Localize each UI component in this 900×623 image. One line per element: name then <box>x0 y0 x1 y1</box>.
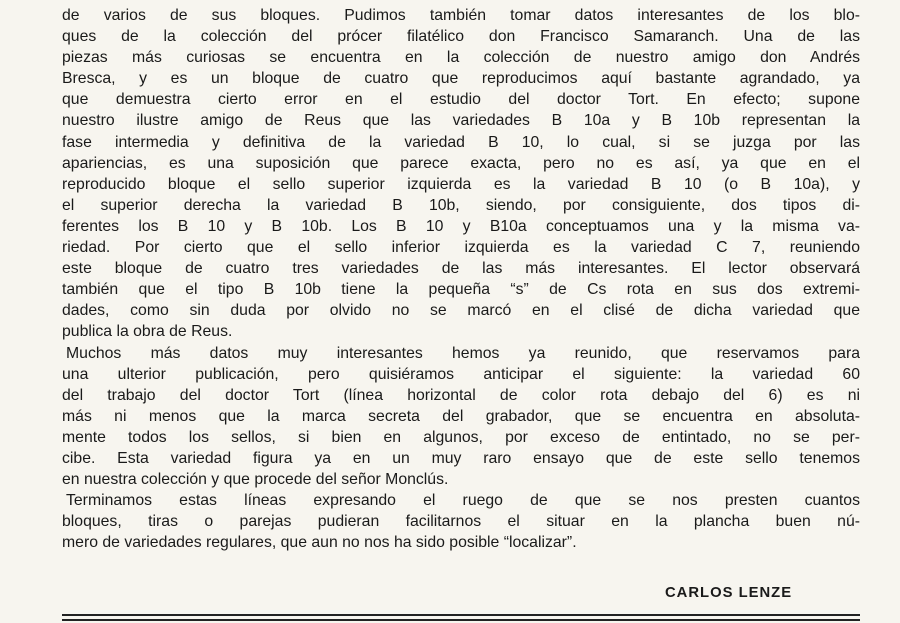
author-signature: CARLOS LENZE <box>665 585 793 601</box>
text-line: piezas más curiosas se encuentra en la colección de nuestro amigo don Andrés <box>62 49 860 67</box>
text-line: este bloque de cuatro tres variedades de las más interesantes. El lector observará <box>62 260 860 278</box>
text-line: en nuestra colección y que procede del señor Monclús. <box>62 471 449 489</box>
bottom-rule-double <box>62 619 860 621</box>
text-line: nuestro ilustre amigo de Reus que las variedades B 10a y B 10b representan la <box>62 112 860 130</box>
text-line: que demuestra cierto error en el estudio del doctor Tort. En efecto; supone <box>62 91 860 109</box>
text-line: cibe. Esta variedad figura ya en un muy raro ensayo que de este sello tenemos <box>62 449 860 467</box>
text-line: también que el tipo B 10b tiene la pequeña “s” de Cs rota en sus dos extremi- <box>62 281 860 299</box>
text-line: apariencias, es una suposición que parece exacta, pero no es así, ya que en el <box>62 154 860 172</box>
text-line: mero de variedades regulares, que aun no nos ha sido posible “localizar”. <box>62 534 577 552</box>
text-line: ques de la colección del prócer filatélico don Francisco Samaranch. Una de las <box>62 28 860 46</box>
text-line: una ulterior publicación, pero quisiéramos anticipar el siguiente: la variedad 60 <box>62 365 860 383</box>
text-line: fase intermedia y definitiva de la variedad B 10, lo cual, si se juzga por las <box>62 133 860 151</box>
paragraph-first-line: Terminamos estas líneas expresando el ruego de que se nos presten cuantos <box>66 492 860 510</box>
text-line: ferentes los B 10 y B 10b. Los B 10 y B10a conceptuamos una y la misma va- <box>62 217 860 235</box>
text-line: dades, como sin duda por olvido no se marcó en el clisé de dicha variedad que <box>62 302 860 320</box>
text-line: de varios de sus bloques. Pudimos también tomar datos interesantes de los blo- <box>62 7 860 24</box>
text-line: bloques, tiras o parejas pudieran facilitarnos el situar en la plancha buen nú- <box>62 513 860 531</box>
text-line: más ni menos que la marca secreta del grabador, que se encuentra en absoluta- <box>62 407 860 425</box>
bottom-rule <box>62 614 860 616</box>
text-line: mente todos los sellos, si bien en algunos, por exceso de entintado, no se per- <box>62 428 860 446</box>
text-line: el superior derecha la variedad B 10b, siendo, por consiguiente, dos tipos di- <box>62 196 860 214</box>
text-line: reproducido bloque el sello superior izquierda es la variedad B 10 (o B 10a), y <box>62 175 860 193</box>
article-body <box>62 5 860 553</box>
paragraph-first-line: Muchos más datos muy interesantes hemos ya reunido, que reservamos para <box>66 344 860 362</box>
text-line: Bresca, y es un bloque de cuatro que reproducimos aquí bastante agrandado, ya <box>62 70 860 88</box>
text-line: riedad. Por cierto que el sello inferior izquierda es la variedad C 7, reuniendo <box>62 239 860 257</box>
text-line: del trabajo del doctor Tort (línea horizontal de color rota debajo del 6) es ni <box>62 386 860 404</box>
text-line: publica la obra de Reus. <box>62 323 233 341</box>
